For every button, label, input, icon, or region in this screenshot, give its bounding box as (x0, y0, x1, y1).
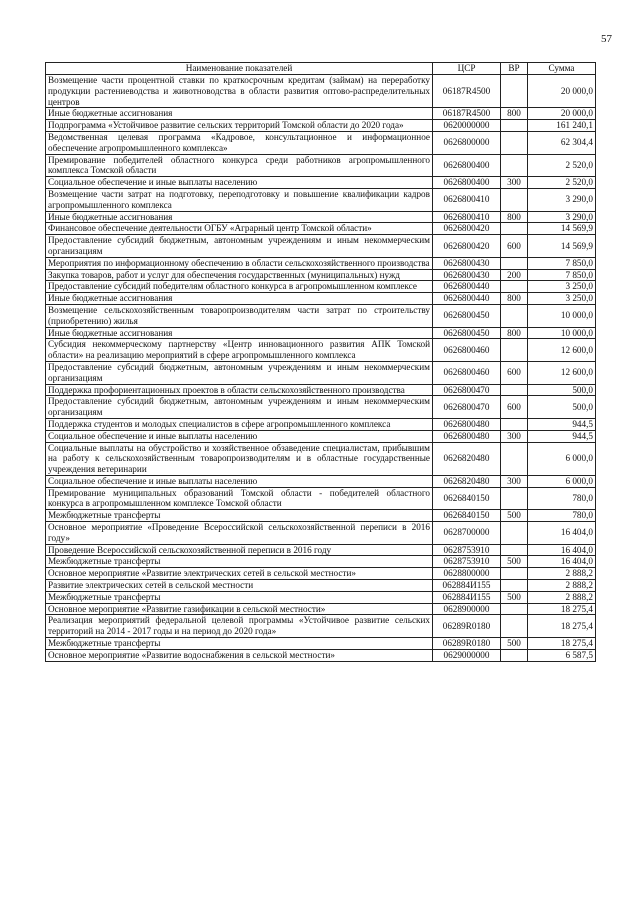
cell-sum: 500,0 (528, 384, 596, 396)
cell-sum: 3 290,0 (528, 211, 596, 223)
table-row (46, 211, 596, 223)
cell-sum: 3 250,0 (528, 293, 596, 305)
table-row (46, 108, 596, 120)
table-row (46, 304, 596, 327)
cell-vr (501, 154, 528, 177)
cell-vr (501, 281, 528, 293)
table-row (46, 223, 596, 235)
cell-vr (501, 257, 528, 269)
cell-sum: 7 850,0 (528, 269, 596, 281)
cell-name: Ведомственная целевая программа «Кадровое, консультационное и информационное обеспечение агропромышленного комплекса» (46, 131, 433, 154)
table-row (46, 615, 596, 638)
cell-name: Социальные выплаты на обустройство и хозяйственное обзаведение специалистам, прибывшим на работу к сельскохозяйственным товаропроизводителям и в областные государственные учреждения ветеринарии (46, 442, 433, 475)
table-row (46, 649, 596, 661)
cell-sum: 161 240,1 (528, 120, 596, 132)
cell-sum: 500,0 (528, 396, 596, 419)
cell-name: Возмещение сельскохозяйственным товаропроизводителям части затрат по строительству (приобретению) жилья (46, 304, 433, 327)
cell-csr: 0626800400 (433, 177, 501, 189)
cell-vr: 500 (501, 591, 528, 603)
cell-csr: 0626800420 (433, 223, 501, 235)
table-row (46, 361, 596, 384)
cell-vr: 800 (501, 108, 528, 120)
cell-name: Возмещение части затрат на подготовку, переподготовку и повышение квалификации кадров агропромышленного комплекса (46, 188, 433, 211)
table-row (46, 544, 596, 556)
table-row (46, 556, 596, 568)
cell-vr: 300 (501, 475, 528, 487)
cell-name: Социальное обеспечение и иные выплаты населению (46, 177, 433, 189)
cell-csr: 062884И155 (433, 580, 501, 592)
cell-sum: 18 275,4 (528, 615, 596, 638)
table-row (46, 177, 596, 189)
cell-name: Поддержка профориентационных проектов в области сельскохозяйственного производства (46, 384, 433, 396)
cell-vr (501, 615, 528, 638)
cell-name: Основное мероприятие «Проведение Всероссийской сельскохозяйственной переписи в 2016 году» (46, 522, 433, 545)
table-row (46, 522, 596, 545)
cell-name: Межбюджетные трансферты (46, 556, 433, 568)
cell-csr: 0626800430 (433, 269, 501, 281)
cell-csr: 0620000000 (433, 120, 501, 132)
cell-csr: 0629000000 (433, 649, 501, 661)
cell-sum: 10 000,0 (528, 327, 596, 339)
cell-sum: 12 600,0 (528, 361, 596, 384)
cell-sum: 16 404,0 (528, 556, 596, 568)
cell-name: Проведение Всероссийской сельскохозяйственной переписи в 2016 году (46, 544, 433, 556)
cell-name: Иные бюджетные ассигнования (46, 293, 433, 305)
cell-csr: 0626800000 (433, 131, 501, 154)
cell-name: Социальное обеспечение и иные выплаты населению (46, 475, 433, 487)
cell-vr (501, 544, 528, 556)
cell-csr: 0626800460 (433, 361, 501, 384)
cell-vr: 300 (501, 177, 528, 189)
cell-csr: 0626800410 (433, 188, 501, 211)
cell-sum: 3 250,0 (528, 281, 596, 293)
cell-vr (501, 487, 528, 510)
cell-vr (501, 568, 528, 580)
table-row (46, 235, 596, 258)
cell-csr: 0626800450 (433, 304, 501, 327)
table-row (46, 281, 596, 293)
header-vr: ВР (501, 63, 528, 75)
cell-csr: 0628900000 (433, 603, 501, 615)
cell-name: Межбюджетные трансферты (46, 510, 433, 522)
cell-vr: 600 (501, 361, 528, 384)
cell-vr (501, 339, 528, 362)
cell-sum: 10 000,0 (528, 304, 596, 327)
cell-vr (501, 442, 528, 475)
header-sum: Сумма (528, 63, 596, 75)
cell-csr: 0626800420 (433, 235, 501, 258)
cell-vr: 600 (501, 235, 528, 258)
cell-name: Основное мероприятие «Развитие водоснабжения в сельской местности» (46, 649, 433, 661)
cell-sum: 62 304,4 (528, 131, 596, 154)
cell-csr: 0626840150 (433, 487, 501, 510)
table-row (46, 638, 596, 650)
cell-name: Премирование победителей областного конкурса среди работников агропромышленного комплекса Томской области (46, 154, 433, 177)
table-row (46, 580, 596, 592)
cell-vr: 300 (501, 430, 528, 442)
cell-csr: 0626800460 (433, 339, 501, 362)
cell-sum: 18 275,4 (528, 638, 596, 650)
cell-sum: 2 888,2 (528, 580, 596, 592)
cell-name: Предоставление субсидий бюджетным, автономным учреждениям и иным некоммерческим организациям (46, 396, 433, 419)
table-row (46, 430, 596, 442)
cell-csr: 0626800400 (433, 154, 501, 177)
cell-sum: 6 000,0 (528, 475, 596, 487)
cell-csr: 0626820480 (433, 475, 501, 487)
cell-sum: 780,0 (528, 510, 596, 522)
table-row (46, 384, 596, 396)
cell-vr (501, 120, 528, 132)
cell-vr: 800 (501, 211, 528, 223)
table-row (46, 188, 596, 211)
cell-sum: 18 275,4 (528, 603, 596, 615)
cell-csr: 0628753910 (433, 544, 501, 556)
cell-name: Социальное обеспечение и иные выплаты населению (46, 430, 433, 442)
table-row (46, 396, 596, 419)
cell-csr: 0626800480 (433, 430, 501, 442)
cell-vr (501, 304, 528, 327)
cell-name: Основное мероприятие «Развитие газификации в сельской местности» (46, 603, 433, 615)
cell-name: Возмещение части процентной ставки по краткосрочным кредитам (займам) на переработку продукции растениеводства и животноводства в области развития оптово-распределительных центров (46, 75, 433, 108)
cell-name: Иные бюджетные ассигнования (46, 211, 433, 223)
cell-sum: 20 000,0 (528, 75, 596, 108)
cell-vr (501, 384, 528, 396)
cell-name: Предоставление субсидий бюджетным, автономным учреждениям и иным некоммерческим организациям (46, 235, 433, 258)
cell-csr: 0626800410 (433, 211, 501, 223)
cell-vr (501, 131, 528, 154)
cell-name: Иные бюджетные ассигнования (46, 327, 433, 339)
table-header (46, 63, 596, 75)
cell-sum: 944,5 (528, 430, 596, 442)
page-number: 57 (601, 33, 612, 45)
table-row (46, 154, 596, 177)
cell-vr (501, 603, 528, 615)
cell-vr: 500 (501, 510, 528, 522)
cell-vr: 800 (501, 293, 528, 305)
cell-name: Реализация мероприятий федеральной целевой программы «Устойчивое развитие сельских территорий на 2014 - 2017 годы и на период до 2020 года» (46, 615, 433, 638)
cell-vr (501, 649, 528, 661)
cell-csr: 0626840150 (433, 510, 501, 522)
cell-csr: 062884И155 (433, 591, 501, 603)
table-row (46, 257, 596, 269)
cell-sum: 6 587,5 (528, 649, 596, 661)
budget-table (45, 62, 596, 662)
cell-sum: 16 404,0 (528, 522, 596, 545)
header-csr: ЦСР (433, 63, 501, 75)
cell-csr: 06289R0180 (433, 638, 501, 650)
cell-vr: 500 (501, 556, 528, 568)
table-row (46, 339, 596, 362)
table-row (46, 131, 596, 154)
cell-csr: 0626800430 (433, 257, 501, 269)
table-row (46, 269, 596, 281)
cell-name: Межбюджетные трансферты (46, 638, 433, 650)
cell-vr (501, 75, 528, 108)
cell-name: Предоставление субсидий победителям областного конкурса в агропромышленном комплексе (46, 281, 433, 293)
table-body (46, 75, 596, 662)
cell-sum: 3 290,0 (528, 188, 596, 211)
cell-sum: 20 000,0 (528, 108, 596, 120)
table-row (46, 418, 596, 430)
cell-sum: 2 520,0 (528, 154, 596, 177)
cell-sum: 12 600,0 (528, 339, 596, 362)
cell-sum: 14 569,9 (528, 223, 596, 235)
cell-name: Развитие электрических сетей в сельской местности (46, 580, 433, 592)
cell-csr: 0626800480 (433, 418, 501, 430)
cell-sum: 14 569,9 (528, 235, 596, 258)
table-row (46, 327, 596, 339)
cell-vr: 800 (501, 327, 528, 339)
table-row (46, 603, 596, 615)
cell-vr: 600 (501, 396, 528, 419)
cell-csr: 0628800000 (433, 568, 501, 580)
cell-name: Премирование муниципальных образований Томской области - победителей областного конкурса в агропромышленном комплексе Томской области (46, 487, 433, 510)
cell-name: Основное мероприятие «Развитие электрических сетей в сельской местности» (46, 568, 433, 580)
cell-vr (501, 188, 528, 211)
table-row (46, 120, 596, 132)
cell-csr: 06289R0180 (433, 615, 501, 638)
cell-csr: 0626800470 (433, 384, 501, 396)
cell-csr: 06187R4500 (433, 108, 501, 120)
table-row (46, 75, 596, 108)
cell-sum: 16 404,0 (528, 544, 596, 556)
cell-vr (501, 522, 528, 545)
cell-name: Мероприятия по информационному обеспечению в области сельскохозяйственного производства (46, 257, 433, 269)
cell-vr (501, 418, 528, 430)
cell-csr: 0628753910 (433, 556, 501, 568)
cell-csr: 06187R4500 (433, 75, 501, 108)
cell-sum: 2 888,2 (528, 591, 596, 603)
cell-sum: 6 000,0 (528, 442, 596, 475)
cell-name: Подпрограмма «Устойчивое развитие сельских территорий Томской области до 2020 года» (46, 120, 433, 132)
cell-name: Иные бюджетные ассигнования (46, 108, 433, 120)
cell-sum: 7 850,0 (528, 257, 596, 269)
cell-csr: 0626820480 (433, 442, 501, 475)
cell-sum: 780,0 (528, 487, 596, 510)
cell-csr: 0626800440 (433, 281, 501, 293)
table-row (46, 510, 596, 522)
cell-vr: 200 (501, 269, 528, 281)
table-row (46, 442, 596, 475)
cell-csr: 0626800470 (433, 396, 501, 419)
cell-sum: 2 520,0 (528, 177, 596, 189)
cell-name: Предоставление субсидий бюджетным, автономным учреждениям и иным некоммерческим организациям (46, 361, 433, 384)
cell-vr: 500 (501, 638, 528, 650)
table-row (46, 293, 596, 305)
cell-vr (501, 580, 528, 592)
cell-name: Межбюджетные трансферты (46, 591, 433, 603)
cell-name: Субсидия некоммерческому партнерству «Центр инновационного развития АПК Томской области» на реализацию мероприятий в сфере агропромышленного комплекса (46, 339, 433, 362)
table-row (46, 591, 596, 603)
cell-sum: 2 888,2 (528, 568, 596, 580)
table-row (46, 475, 596, 487)
table-row (46, 568, 596, 580)
cell-vr (501, 223, 528, 235)
header-name: Наименование показателей (46, 63, 433, 75)
cell-name: Финансовое обеспечение деятельности ОГБУ «Аграрный центр Томской области» (46, 223, 433, 235)
cell-csr: 0626800440 (433, 293, 501, 305)
cell-csr: 0628700000 (433, 522, 501, 545)
cell-name: Закупка товаров, работ и услуг для обеспечения государственных (муниципальных) нужд (46, 269, 433, 281)
table-row (46, 487, 596, 510)
cell-sum: 944,5 (528, 418, 596, 430)
cell-csr: 0626800450 (433, 327, 501, 339)
cell-name: Поддержка студентов и молодых специалистов в сфере агропромышленного комплекса (46, 418, 433, 430)
